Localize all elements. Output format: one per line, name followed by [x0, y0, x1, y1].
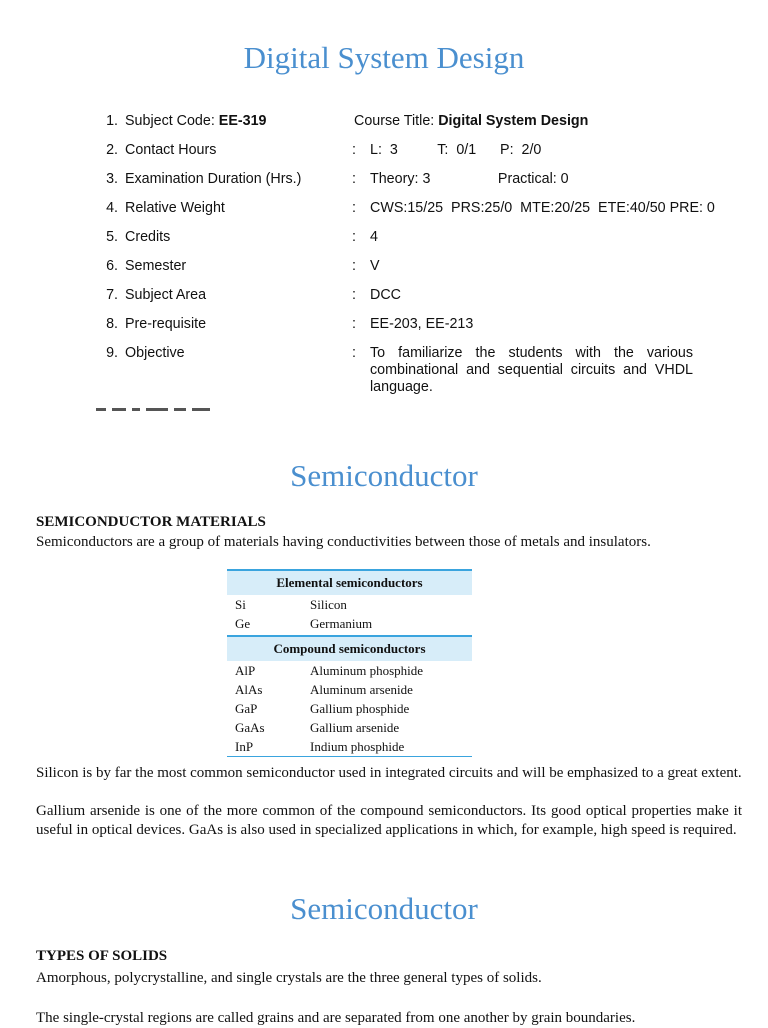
syllabus-row	[96, 200, 716, 229]
section-title: Semiconductor	[290, 458, 478, 493]
subject-code-label: Subject Code:	[125, 113, 219, 129]
table-row	[227, 737, 472, 757]
course-title-value: Digital System Design	[438, 113, 589, 129]
compound-name: Aluminum arsenide	[310, 682, 413, 697]
course-title-label: Course Title:	[354, 113, 439, 129]
silicon-paragraph: Silicon is by far the most common semiconductor used in integrated circuits and will be emphasized to a great extent.	[36, 765, 742, 781]
syllabus-row	[96, 113, 716, 142]
row-number: 1.	[106, 113, 118, 129]
row-colon: :	[352, 316, 356, 332]
table-header: Elemental semiconductors	[227, 569, 472, 595]
row-colon: :	[352, 142, 356, 158]
solids-paragraph: Amorphous, polycrystalline, and single crystals are the three general types of solids.	[36, 970, 542, 986]
row-value: CWS:15/25 PRS:25/0 MTE:20/25 ETE:40/50 PRE: 0	[370, 200, 715, 216]
row-value: DCC	[370, 287, 401, 303]
syllabus-row	[96, 229, 716, 258]
row-number: 3.	[106, 171, 118, 187]
row-value: L: 3 T: 0/1 P: 2/0	[370, 142, 542, 158]
compound-name: Aluminum phosphide	[310, 663, 424, 678]
page-title: Digital System Design	[243, 40, 525, 75]
syllabus-row	[96, 142, 716, 171]
table-row	[227, 718, 472, 737]
row-label: Semester	[125, 258, 187, 274]
row-number: 8.	[106, 316, 118, 332]
compound-symbol: AlAs	[235, 682, 263, 697]
table-row	[227, 680, 472, 699]
element-name: Silicon	[310, 597, 347, 612]
row-number: 9.	[106, 345, 118, 361]
table-header: Compound semiconductors	[227, 635, 472, 661]
compound-name: Indium phosphide	[310, 739, 405, 754]
subject-code-value: EE-319	[218, 113, 267, 129]
row-colon: :	[352, 287, 356, 303]
table-row	[227, 595, 472, 614]
syllabus-table	[96, 113, 716, 405]
intro-paragraph: Semiconductors are a group of materials having conductivities between those of metals and insulators.	[36, 534, 651, 550]
row-number: 6.	[106, 258, 118, 274]
row-value: Theory: 3 Practical: 0	[370, 171, 569, 187]
syllabus-row	[96, 171, 716, 200]
element-symbol: Ge	[235, 616, 251, 631]
syllabus-row	[96, 316, 716, 345]
compound-symbol: GaP	[235, 701, 258, 716]
row-number: 5.	[106, 229, 118, 245]
semiconductor-table	[227, 569, 472, 757]
row-number: 7.	[106, 287, 118, 303]
syllabus-row	[96, 258, 716, 287]
row-number: 2.	[106, 142, 118, 158]
row-label: Pre-requisite	[125, 316, 207, 332]
row-colon: :	[352, 229, 356, 245]
row-colon: :	[352, 345, 356, 361]
table-row	[227, 614, 472, 633]
row-value: 4	[370, 229, 378, 245]
row-label: Examination Duration (Hrs.)	[125, 171, 302, 187]
section-title: Semiconductor	[290, 891, 478, 926]
section-heading: SEMICONDUCTOR MATERIALS	[36, 514, 266, 530]
cropped-text-fragment	[96, 408, 236, 414]
grains-paragraph: The single-crystal regions are called grains and are separated from one another by grain boundaries.	[36, 1010, 636, 1026]
row-colon: :	[352, 258, 356, 274]
row-label: Subject Area	[125, 287, 207, 303]
row-label: Credits	[125, 229, 171, 245]
objective-text: To familiarize the students with the various combinational and sequential circuits and VHDL language.	[370, 345, 693, 395]
row-label: Objective	[125, 345, 185, 361]
subject-code	[125, 113, 266, 129]
element-name: Germanium	[310, 616, 373, 631]
compound-symbol: GaAs	[235, 720, 265, 735]
row-value: V	[370, 258, 380, 274]
row-value: EE-203, EE-213	[370, 316, 474, 332]
row-label: Contact Hours	[125, 142, 217, 158]
compound-symbol: AlP	[235, 663, 256, 678]
syllabus-row	[96, 345, 716, 405]
section-heading: TYPES OF SOLIDS	[36, 948, 168, 964]
compound-symbol: InP	[235, 739, 254, 754]
compound-name: Gallium arsenide	[310, 720, 400, 735]
gaas-paragraph: Gallium arsenide is one of the more common of the compound semiconductors. Its good optical properties make it useful in optical devices. GaAs is also used in specialized applications in which, for example, high speed is required.	[36, 803, 742, 838]
row-number: 4.	[106, 200, 118, 216]
element-symbol: Si	[235, 597, 246, 612]
table-row	[227, 699, 472, 718]
syllabus-row	[96, 287, 716, 316]
course-title	[354, 113, 588, 129]
compound-name: Gallium phosphide	[310, 701, 410, 716]
row-colon: :	[352, 171, 356, 187]
row-colon: :	[352, 200, 356, 216]
row-label: Relative Weight	[125, 200, 225, 216]
table-row	[227, 661, 472, 680]
